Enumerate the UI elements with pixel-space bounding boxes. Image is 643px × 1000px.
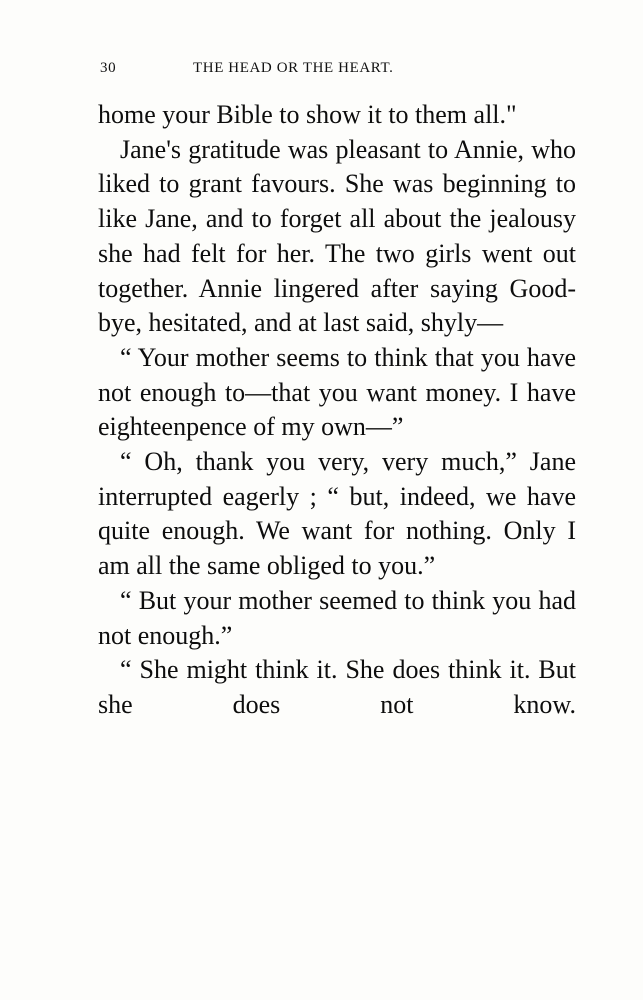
paragraph: home your Bible to show it to them all." [98, 100, 517, 129]
paragraph: “ She might think it. She does think it. But she does not know. [98, 655, 576, 719]
body-text [98, 98, 576, 723]
paragraph: Jane's gratitude was pleasant to Annie, who liked to grant favours. She was beginning to like Jane, and to forget all about the jealousy she had felt for her. The two girls went out together. Annie lingered after saying Good-bye, hesitated, and at last said, shyly— [98, 134, 576, 338]
running-title: THE HEAD OR THE HEART. [193, 60, 394, 76]
paragraph: “ Oh, thank you very, very much,” Jane interrupted eagerly ; “ but, indeed, we have quite enough. We want for nothing. Only I am all the same obliged to you.” [98, 447, 576, 581]
page-number: 30 [100, 60, 117, 76]
running-head [98, 58, 576, 82]
paragraph: “ But your mother seemed to think you had not enough.” [98, 585, 576, 650]
paragraph: “ Your mother seems to think that you have not enough to—that you want money. I have eighteenpence of my own—” [98, 342, 576, 442]
